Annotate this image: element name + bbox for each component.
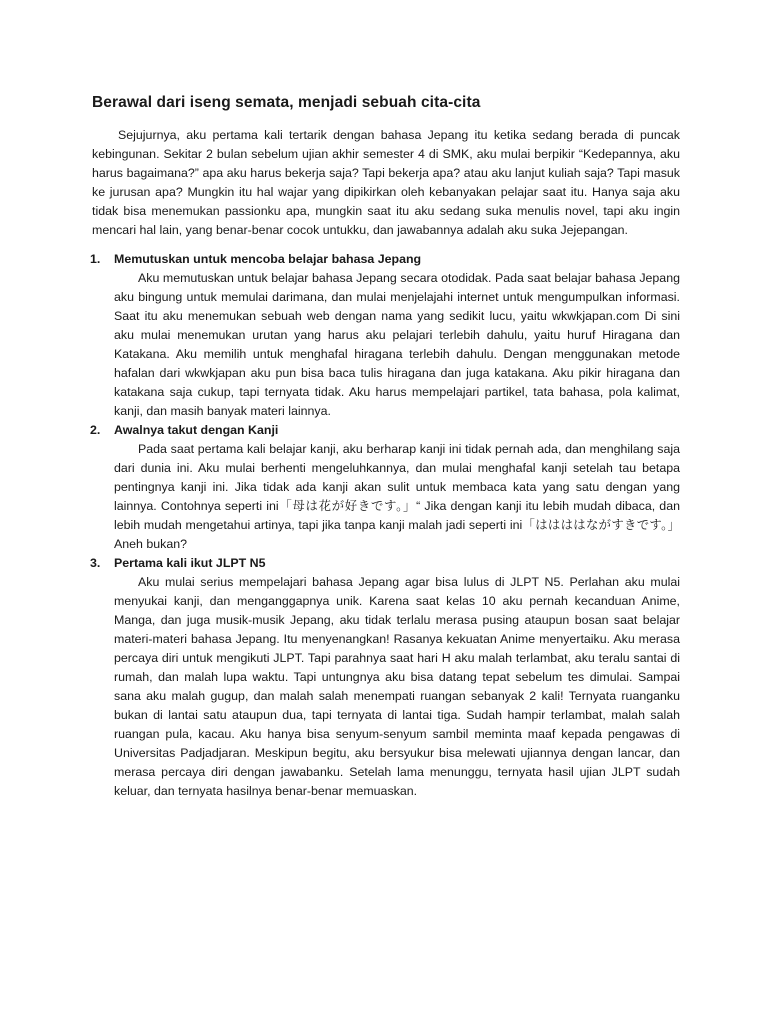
section-heading bbox=[90, 421, 680, 440]
intro-paragraph: Sejujurnya, aku pertama kali tertarik dengan bahasa Jepang itu ketika sedang berada di puncak kebingunan. Sekitar 2 bulan sebelum ujian akhir semester 4 di SMK, aku mulai berpikir “Kedepannya, aku harus bagaimana?” apa aku harus bekerja saja? Tapi bekerja apa? atau aku lanjut kuliah saja? Tapi masuk ke jurusan apa? Mungkin itu hal wajar yang dipikirkan oleh kebanyakan pelajar saat itu. Hanya saja aku tidak bisa menemukan passionku apa, mungkin saat itu aku sedang suka menulis novel, tapi aku ingin mencari hal lain, yang benar-benar cocok untukku, dan jawabannya adalah aku suka Jejepangan. bbox=[92, 128, 680, 237]
document-page bbox=[92, 94, 680, 801]
section-number: 1. bbox=[90, 252, 101, 266]
section-paragraph: Aku memutuskan untuk belajar bahasa Jepang secara otodidak. Pada saat belajar bahasa Jepang aku bingung untuk memulai darimana, dan mulai menjelajahi internet untuk mengumpulkan informasi. Saat itu aku menemukan sebuah web dengan nama yang sedikit lucu, yaitu wkwkjapan.com Di sini aku mulai menemukan urutan yang harus aku pelajari terlebih dahulu, yaitu huruf Hiragana dan Katakana. Aku memilih untuk menghafal hiragana terlebih dahulu. Dengan menggunakan metode hafalan dari wkwkjapan aku pun bisa baca tulis hiragana dan juga katakana. Aku pikir hiragana dan katakana saja cukup, tapi ternyata tidak. Aku harus mempelajari partikel, tata bahasa, pola kalimat, kanji, dan masih banyak materi lainnya. bbox=[114, 271, 680, 418]
section-paragraph: Aku mulai serius mempelajari bahasa Jepang agar bisa lulus di JLPT N5. Perlahan aku mulai menyukai kanji, dan menganggapnya unik. Karena saat kelas 10 aku pernah kecanduan Anime, Manga, dan juga musik-musik Jepang, aku tidak terlalu merasa pusing ataupun bosan saat belajar materi-materi bahasa Jepang. Itu menyenangkan! Rasanya kekuatan Anime menyertaiku. Aku merasa percaya diri untuk mengikuti JLPT. Tapi parahnya saat hari H aku malah terlambat, aku teralu santai di rumah, dan malah lupa waktu. Tapi untungnya aku bisa datang tepat sebelum tes dimulai. Sampai sana aku malah gugup, dan malah salah menempati ruangan sebanyak 2 kali! Ternyata ruanganku bukan di lantai satu ataupun dua, tapi ternyata di lantai tiga. Sudah hampir terlambat, malah salah ruangan pula, kacau. Aku hanya bisa senyum-senyum sambil meminta maaf kepada pengawas di Universitas Padjadjaran. Meskipun begitu, aku bersyukur bisa melewati ujiannya dengan lancar, dan merasa percaya diri dengan jawabanku. Setelah lama menunggu, ternyata hasil ujian JLPT sudah keluar, dan ternyata hasilnya benar-benar memuaskan. bbox=[114, 575, 680, 798]
section-2 bbox=[92, 421, 680, 554]
section-number: 2. bbox=[90, 423, 101, 437]
section-title: Pertama kali ikut JLPT N5 bbox=[114, 556, 266, 570]
section-title: Memutuskan untuk mencoba belajar bahasa Jepang bbox=[114, 252, 422, 266]
section-paragraph: Pada saat pertama kali belajar kanji, aku berharap kanji ini tidak pernah ada, dan menghilang saja dari dunia ini. Aku mulai berhenti mengeluhkannya, dan mulai menghafal kanji setelah tau betapa pentingnya kanji ini. Jika tidak ada kanji akan sulit untuk membaca kata yang satu dengan yang lainnya. Contohnya seperti ini「母は花が好きです。」“ Jika dengan kanji itu lebih mudah dibaca, dan lebih mudah mengetahui artinya, tapi jika tanpa kanji malah jadi seperti ini「ははははながすきです。」Aneh bukan? bbox=[114, 442, 680, 551]
section-number: 3. bbox=[90, 556, 101, 570]
section-title: Awalnya takut dengan Kanji bbox=[114, 423, 279, 437]
document-title: Berawal dari iseng semata, menjadi sebuah cita-cita bbox=[92, 94, 481, 111]
section-heading bbox=[90, 554, 680, 573]
section-1 bbox=[92, 250, 680, 421]
section-heading bbox=[90, 250, 680, 269]
section-3 bbox=[92, 554, 680, 801]
